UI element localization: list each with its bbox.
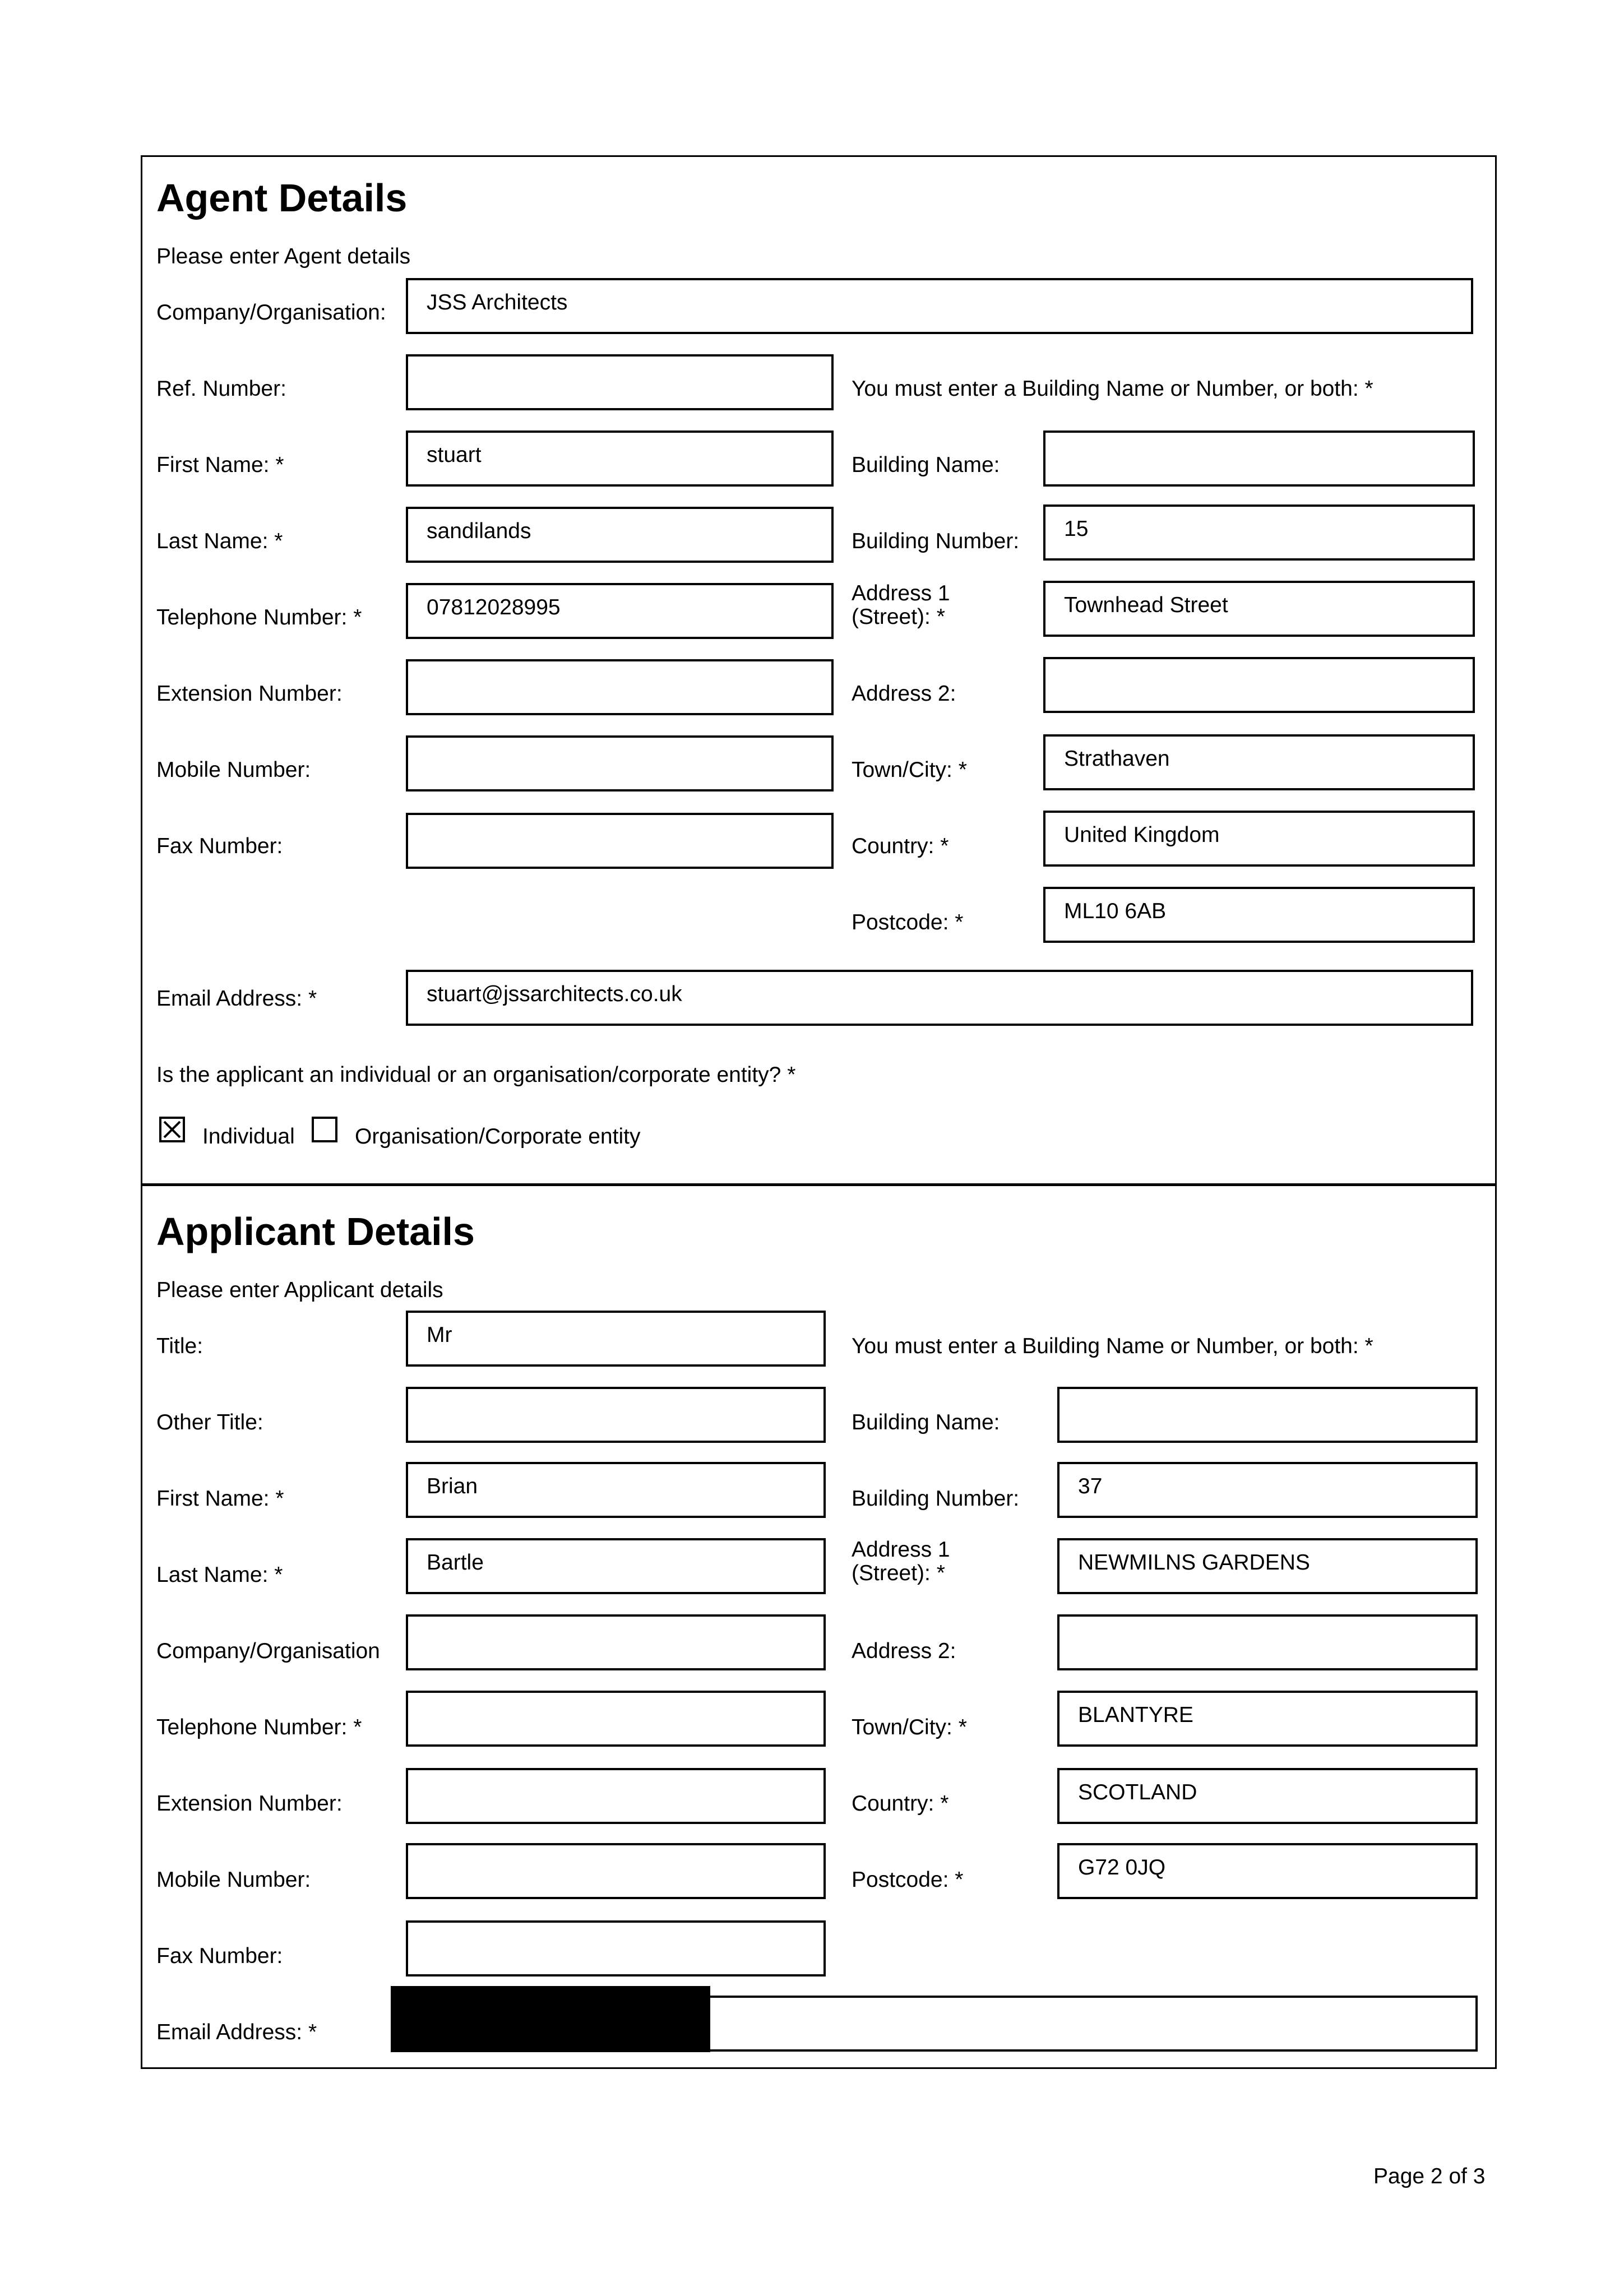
agent-first-name-field[interactable]: stuart	[406, 430, 834, 487]
applicant-address1-label-line1: Address 1	[852, 1538, 950, 1562]
agent-postcode-label: Postcode: *	[852, 910, 964, 934]
applicant-other-title-label: Other Title:	[156, 1410, 263, 1434]
applicant-address2-label: Address 2:	[852, 1639, 956, 1663]
agent-address1-field[interactable]: Townhead Street	[1043, 581, 1475, 637]
agent-last-name-field[interactable]: sandilands	[406, 507, 834, 563]
applicant-mobile-label: Mobile Number:	[156, 1868, 311, 1892]
applicant-first-name-label: First Name: *	[156, 1487, 284, 1511]
agent-building-name-label: Building Name:	[852, 453, 1000, 477]
checkbox-cross-icon	[161, 1119, 183, 1140]
applicant-other-title-field[interactable]	[406, 1387, 826, 1443]
agent-country-label: Country: *	[852, 834, 949, 858]
applicant-telephone-field[interactable]	[406, 1691, 826, 1747]
redaction-block	[391, 1986, 710, 2052]
applicant-first-name-field[interactable]: Brian	[406, 1462, 826, 1518]
applicant-building-number-label: Building Number:	[852, 1487, 1020, 1511]
agent-heading: Agent Details	[156, 176, 408, 220]
applicant-address1-label-line2: (Street): *	[852, 1561, 945, 1585]
applicant-country-field[interactable]: SCOTLAND	[1057, 1768, 1478, 1824]
agent-postcode-field[interactable]: ML10 6AB	[1043, 887, 1475, 943]
applicant-intro: Please enter Applicant details	[156, 1278, 443, 1302]
applicant-last-name-label: Last Name: *	[156, 1563, 283, 1587]
applicant-postcode-field[interactable]: G72 0JQ	[1057, 1843, 1478, 1899]
agent-extension-label: Extension Number:	[156, 682, 343, 706]
agent-company-field[interactable]: JSS Architects	[406, 278, 1473, 334]
agent-building-name-field[interactable]	[1043, 430, 1475, 487]
agent-first-name-label: First Name: *	[156, 453, 284, 477]
applicant-fax-field[interactable]	[406, 1920, 826, 1976]
applicant-town-field[interactable]: BLANTYRE	[1057, 1691, 1478, 1747]
agent-address1-label-line1: Address 1	[852, 581, 950, 605]
applicant-last-name-field[interactable]: Bartle	[406, 1538, 826, 1594]
agent-address2-label: Address 2:	[852, 682, 956, 706]
applicant-postcode-label: Postcode: *	[852, 1868, 964, 1892]
applicant-type-question: Is the applicant an individual or an organisation/corporate entity? *	[156, 1063, 796, 1087]
agent-building-number-label: Building Number:	[852, 529, 1020, 553]
applicant-address1-field[interactable]: NEWMILNS GARDENS	[1057, 1538, 1478, 1594]
applicant-building-number-field[interactable]: 37	[1057, 1462, 1478, 1518]
agent-email-field[interactable]: stuart@jssarchitects.co.uk	[406, 970, 1473, 1026]
section-divider	[141, 1183, 1497, 1186]
applicant-company-label: Company/Organisation	[156, 1639, 380, 1663]
agent-fax-label: Fax Number:	[156, 834, 283, 858]
applicant-telephone-label: Telephone Number: *	[156, 1715, 362, 1739]
agent-extension-field[interactable]	[406, 659, 834, 715]
agent-last-name-label: Last Name: *	[156, 529, 283, 553]
agent-telephone-field[interactable]: 07812028995	[406, 583, 834, 639]
organisation-checkbox[interactable]	[312, 1117, 337, 1142]
applicant-building-name-field[interactable]	[1057, 1387, 1478, 1443]
applicant-title-label: Title:	[156, 1334, 203, 1358]
agent-address1-label-line2: (Street): *	[852, 605, 945, 629]
applicant-title-field[interactable]: Mr	[406, 1311, 826, 1367]
page-number: Page 2 of 3	[1373, 2164, 1486, 2188]
individual-label: Individual	[202, 1124, 295, 1149]
applicant-mobile-field[interactable]	[406, 1843, 826, 1899]
agent-ref-label: Ref. Number:	[156, 377, 286, 401]
agent-mobile-field[interactable]	[406, 735, 834, 791]
agent-email-label: Email Address: *	[156, 987, 317, 1011]
applicant-building-note: You must enter a Building Name or Number, or both: *	[852, 1334, 1373, 1358]
agent-town-label: Town/City: *	[852, 758, 967, 782]
applicant-fax-label: Fax Number:	[156, 1944, 283, 1968]
agent-telephone-label: Telephone Number: *	[156, 605, 362, 629]
individual-checkbox[interactable]	[159, 1117, 185, 1142]
applicant-extension-field[interactable]	[406, 1768, 826, 1824]
applicant-address2-field[interactable]	[1057, 1614, 1478, 1670]
agent-fax-field[interactable]	[406, 813, 834, 869]
applicant-building-name-label: Building Name:	[852, 1410, 1000, 1434]
agent-ref-field[interactable]	[406, 354, 834, 410]
agent-intro: Please enter Agent details	[156, 244, 411, 269]
applicant-town-label: Town/City: *	[852, 1715, 967, 1739]
applicant-extension-label: Extension Number:	[156, 1792, 343, 1816]
agent-town-field[interactable]: Strathaven	[1043, 734, 1475, 790]
organisation-label: Organisation/Corporate entity	[355, 1124, 641, 1149]
agent-company-label: Company/Organisation:	[156, 300, 386, 325]
applicant-email-label: Email Address: *	[156, 2020, 317, 2044]
applicant-heading: Applicant Details	[156, 1210, 475, 1253]
applicant-company-field[interactable]	[406, 1614, 826, 1670]
agent-building-number-field[interactable]: 15	[1043, 504, 1475, 561]
agent-mobile-label: Mobile Number:	[156, 758, 311, 782]
agent-country-field[interactable]: United Kingdom	[1043, 811, 1475, 867]
agent-building-note: You must enter a Building Name or Number, or both: *	[852, 377, 1373, 401]
agent-address2-field[interactable]	[1043, 657, 1475, 713]
applicant-country-label: Country: *	[852, 1792, 949, 1816]
